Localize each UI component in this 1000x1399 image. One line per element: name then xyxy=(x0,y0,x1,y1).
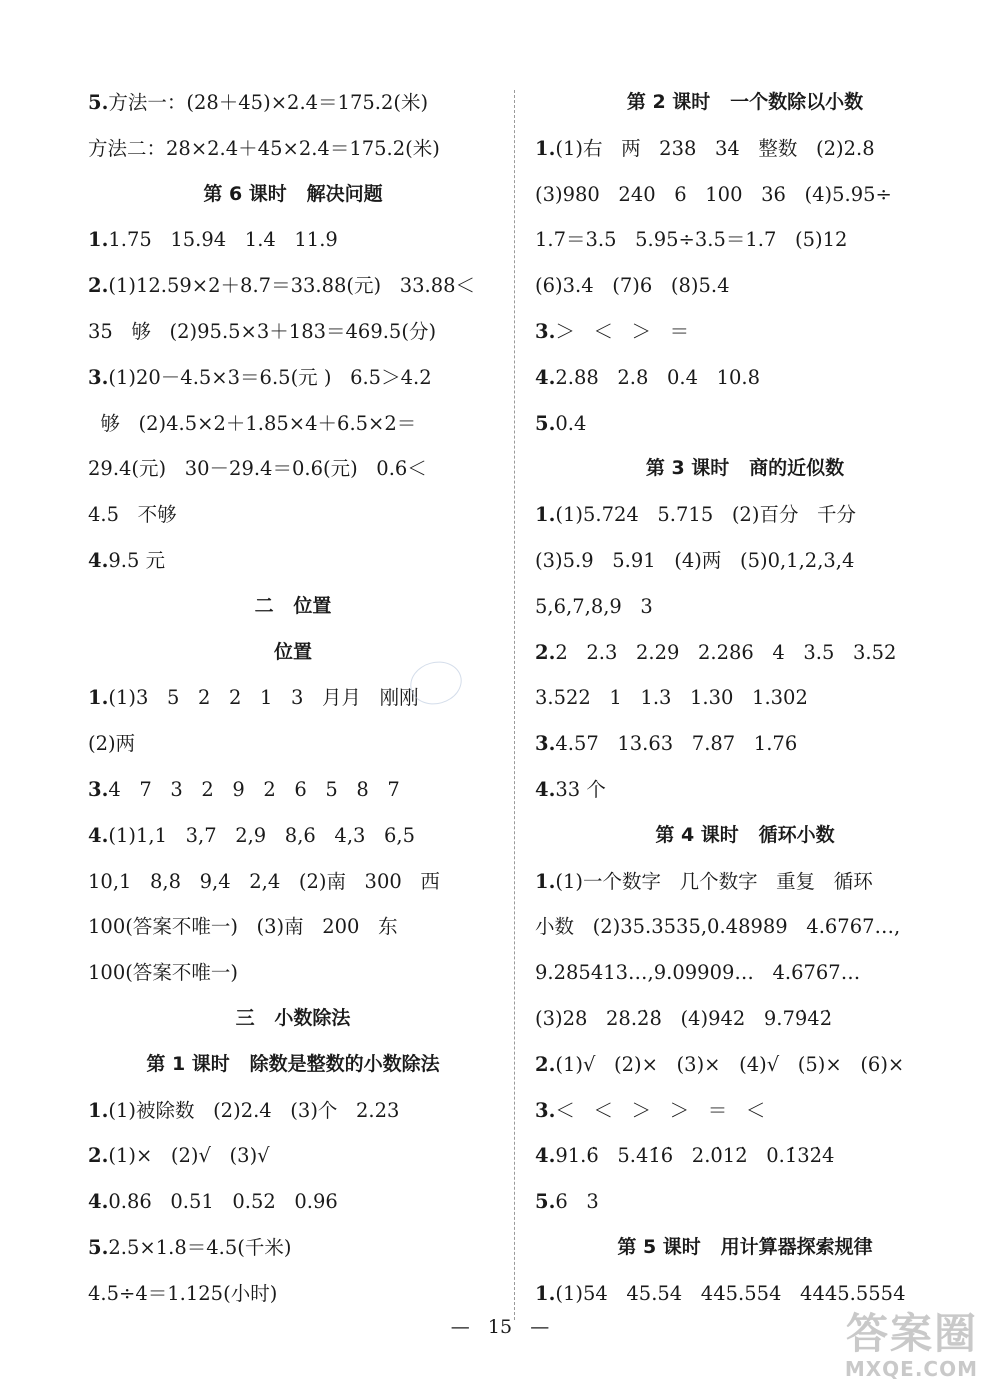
answer-text: (1)5.724 5.715 (2)百分 千分 xyxy=(555,503,857,527)
question-number: 5. xyxy=(88,91,109,114)
question-number: 3. xyxy=(88,365,109,389)
answer-line xyxy=(88,401,498,447)
question-number: 1. xyxy=(535,1281,556,1305)
answer-text: (1)20－4.5×3＝6.5(元 ) 6.5＞4.2 xyxy=(108,365,432,389)
answer-line xyxy=(535,996,955,1042)
answer-text: (3)5.9 5.91 (4)两 (5)0,1,2,3,4 xyxy=(535,548,855,572)
answer-line xyxy=(88,309,498,355)
answer-line xyxy=(88,217,498,263)
answer-text: 91.6̇ 5.41̇6̇ 2.0̇12̇ 0.1̇32̇4̇ xyxy=(555,1144,835,1168)
answer-text: 10,1 8,8 9,4 2,4 (2)南 300 西 xyxy=(88,869,440,893)
answer-line xyxy=(535,126,955,172)
answer-text: 方法二：28×2.4＋45×2.4＝175.2(米) xyxy=(88,136,440,160)
answer-line xyxy=(535,630,955,676)
answer-text: 100(答案不唯一) xyxy=(88,961,238,985)
answer-line xyxy=(535,859,955,905)
section-heading: 第 3 课时 商的近似数 xyxy=(645,457,845,480)
answer-text: (1)一个数字 几个数字 重复 循环 xyxy=(555,869,873,893)
section-heading: 第 2 课时 一个数除以小数 xyxy=(626,91,864,113)
answer-text: 2.5×1.8＝4.5(千米) xyxy=(108,1235,292,1259)
question-number: 2. xyxy=(535,1052,556,1076)
question-number: 1. xyxy=(535,136,556,160)
column-divider xyxy=(514,90,515,1320)
answer-text: 4.57 13.63 7.87 1.76 xyxy=(555,732,798,756)
question-number: 5. xyxy=(535,1190,556,1214)
answer-text: 9.285413…,9.09909… 4.6767… xyxy=(535,961,861,985)
answer-text: (2)两 xyxy=(88,732,136,756)
answer-text: (3)28 28.2̇8̇ (4)942 9.79̇42̇ xyxy=(535,1006,833,1030)
question-number: 1. xyxy=(88,1098,109,1122)
answer-line xyxy=(88,126,498,172)
answer-text: (3)980 240 6 100 36 (4)5.95÷ xyxy=(535,182,892,206)
answer-line xyxy=(88,538,498,584)
answer-text: (1)1,1 3,7 2,9 8,6 4,3 6,5 xyxy=(108,823,416,847)
question-number: 2. xyxy=(88,1144,109,1168)
answer-line xyxy=(535,767,955,813)
question-number: 4. xyxy=(88,1190,109,1214)
answer-text: (1)× (2)√ (3)√ xyxy=(108,1144,270,1168)
answer-line xyxy=(88,1271,498,1317)
answer-line xyxy=(88,859,498,905)
answer-text: 方法一：(28＋45)×2.4＝175.2(米) xyxy=(108,91,429,114)
watermark-url: MXQE.COM xyxy=(844,1357,978,1381)
answer-line xyxy=(535,1088,955,1134)
answer-line xyxy=(535,309,955,355)
answer-line xyxy=(535,538,955,584)
section-heading: 三 小数除法 xyxy=(235,1006,351,1029)
question-number: 5. xyxy=(535,411,556,435)
answer-line xyxy=(88,767,498,813)
section-heading: 第 5 课时 用计算器探索规律 xyxy=(617,1235,873,1258)
question-number: 1. xyxy=(535,869,556,893)
right-column xyxy=(535,80,955,1317)
question-number: 3. xyxy=(535,319,556,343)
answer-text: 小数 (2)35.3535,0.48989 4.6767…, xyxy=(535,915,901,939)
answer-line xyxy=(88,1133,498,1179)
question-number: 1. xyxy=(88,686,109,710)
answer-text: (1)3 5 2 2 1 3 月月 刚刚 xyxy=(108,686,419,710)
question-number: 4. xyxy=(535,1144,556,1168)
section-heading: 位置 xyxy=(273,640,312,663)
answer-line xyxy=(88,355,498,401)
watermark xyxy=(845,1311,978,1381)
answer-text: (1)被除数 (2)2.4 (3)个 2.23 xyxy=(108,1098,400,1122)
question-number: 4. xyxy=(535,777,556,801)
answer-line xyxy=(535,1179,955,1225)
answer-text: (1)12.59×2＋8.7＝33.88(元) 33.88＜ xyxy=(108,274,476,298)
answer-text: 33 个 xyxy=(555,777,606,801)
answer-line xyxy=(88,1179,498,1225)
answer-text: 2 2.3 2.29 2.286 4 3.5 3.52 xyxy=(555,640,897,664)
question-number: 3. xyxy=(535,732,556,756)
answer-text: ＜ ＜ ＞ ＞ ＝ ＜ xyxy=(555,1098,766,1122)
answer-text: 4.5÷4＝1.125(小时) xyxy=(88,1281,278,1305)
answer-line xyxy=(535,217,955,263)
answer-text: 6 3 xyxy=(555,1190,599,1214)
answer-text: (1)54 45.54 445.554 4445.5554 xyxy=(555,1281,906,1305)
section-heading: 第 4 课时 循环小数 xyxy=(655,823,835,846)
question-number: 1. xyxy=(535,503,556,527)
answer-text: 1.7＝3.5 5.95÷3.5＝1.7 (5)12 xyxy=(535,228,848,252)
answer-line xyxy=(88,492,498,538)
answer-text: (6)3.4 (7)6 (8)5.4 xyxy=(535,274,730,298)
answer-line xyxy=(535,263,955,309)
answer-line xyxy=(535,401,955,447)
answer-line xyxy=(88,721,498,767)
answer-line xyxy=(535,172,955,218)
watermark-logo-text: 答案圈 xyxy=(845,1309,978,1358)
answer-text: 4 7 3 2 9 2 6 5 8 7 xyxy=(108,777,400,801)
question-number: 4. xyxy=(535,365,556,389)
answer-line xyxy=(535,950,955,996)
question-number: 3. xyxy=(535,1098,556,1122)
answer-text: 100(答案不唯一) (3)南 200 东 xyxy=(88,915,398,939)
answer-text: 29.4(元) 30－29.4＝0.6(元) 0.6＜ xyxy=(88,457,427,481)
answer-text: 3.522 1 1.3 1.30 1.302 xyxy=(535,686,808,710)
answer-text: (1)√ (2)× (3)× (4)√ (5)× (6)× xyxy=(555,1052,905,1076)
answer-text: 够 (2)4.5×2＋1.85×4＋6.5×2＝ xyxy=(88,411,417,435)
question-number: 2. xyxy=(88,274,109,298)
answer-text: 4.5 不够 xyxy=(88,503,177,527)
answer-text: (1)右 两 238 34 整数 (2)2.8 xyxy=(555,136,875,160)
answer-line xyxy=(535,1133,955,1179)
answer-text: 2.88 2.8 0.4 10.8 xyxy=(555,365,761,389)
section-heading: 第 1 课时 除数是整数的小数除法 xyxy=(146,1052,440,1075)
answer-text: 9.5 元 xyxy=(108,548,166,572)
answer-line xyxy=(88,813,498,859)
page-number: — 15 — xyxy=(450,1316,550,1338)
answer-line xyxy=(88,950,498,996)
answer-line xyxy=(535,675,955,721)
question-number: 3. xyxy=(88,777,109,801)
answer-text: 1.75 15.94 1.4 11.9 xyxy=(108,228,338,252)
answer-line xyxy=(535,492,955,538)
answer-line xyxy=(88,1088,498,1134)
answer-line xyxy=(88,446,498,492)
question-number: 2. xyxy=(535,640,556,664)
answer-line xyxy=(88,904,498,950)
answer-line xyxy=(88,80,498,126)
answer-line xyxy=(535,721,955,767)
answer-text: 0.4 xyxy=(555,411,587,435)
section-heading: 第 6 课时 解决问题 xyxy=(203,182,383,205)
question-number: 4. xyxy=(88,548,109,572)
section-heading: 二 位置 xyxy=(254,594,332,617)
question-number: 1. xyxy=(88,228,109,252)
answer-line xyxy=(535,904,955,950)
answer-line xyxy=(535,584,955,630)
answer-text: 0.86 0.51 0.52 0.96 xyxy=(108,1190,338,1214)
answer-line xyxy=(535,1042,955,1088)
answer-text: 5,6,7,8,9 3 xyxy=(535,594,653,618)
answer-line xyxy=(88,1225,498,1271)
answer-line xyxy=(88,263,498,309)
question-number: 5. xyxy=(88,1235,109,1259)
answer-text: ＞ ＜ ＞ ＝ xyxy=(555,319,690,343)
question-number: 4. xyxy=(88,823,109,847)
answer-line xyxy=(535,355,955,401)
answer-text: 35 够 (2)95.5×3＋183＝469.5(分) xyxy=(88,319,437,343)
